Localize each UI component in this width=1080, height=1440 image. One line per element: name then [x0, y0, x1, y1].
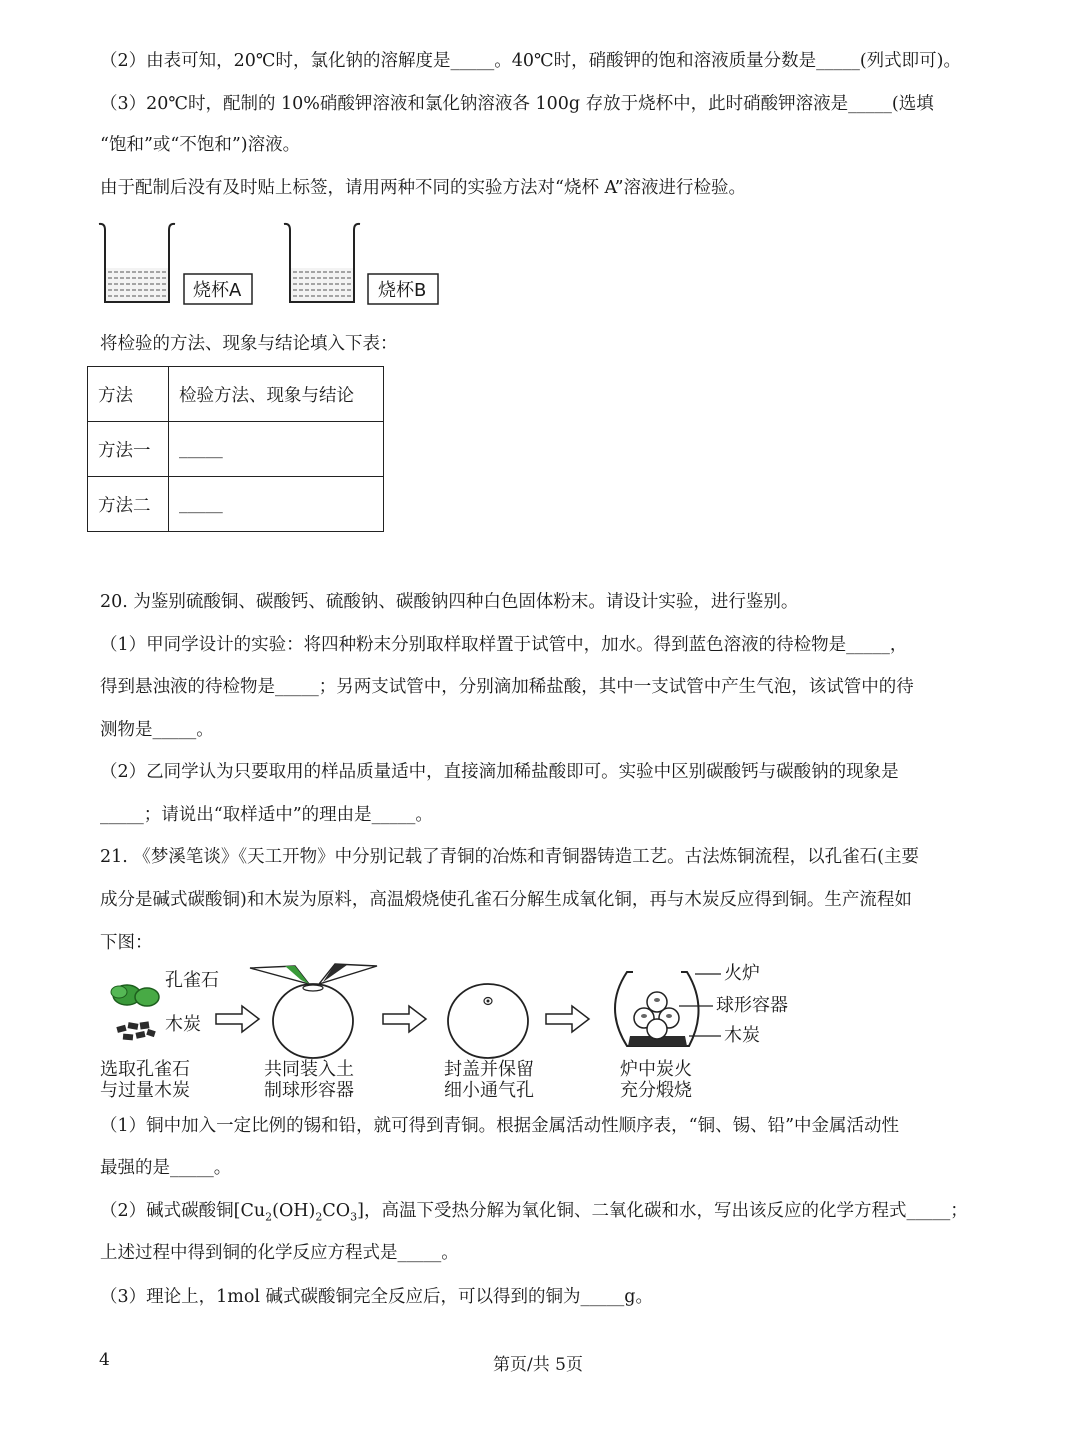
beaker-a-icon [99, 224, 175, 302]
q20-part2-line2: _____；请说出“取样适中”的理由是_____。 [100, 805, 433, 825]
q21-part2-line1: （2）碱式碳酸铜$[Cu_2(OH)_2CO_3]$，高温下受热分解为氧化铜、二氧化碳和水，写出该反应的化学方程式_____； [100, 1201, 968, 1224]
table-row [88, 477, 384, 532]
table-header-cell: 方法 [88, 367, 169, 422]
label-malachite: 孔雀石 [165, 970, 219, 991]
charcoal-icon [116, 1021, 155, 1040]
malachite-icon [111, 985, 159, 1006]
q21-part1-line1: （1）铜中加入一定比例的锡和铅，就可得到青铜。根据金属活动性顺序表，“铜、锡、铅”中金属活动性 [100, 1116, 900, 1136]
q21-title-line2: 成分是碱式碳酸铜)和木炭为原料，高温煅烧使孔雀石分解生成氧化铜，再与木炭反应得到铜。生产流程如 [100, 890, 912, 910]
step2-caption-line2: 制球形容器 [264, 1080, 354, 1101]
table-header-cell: 检验方法、现象与结论 [169, 367, 384, 422]
arrow-right-icon [383, 1006, 426, 1032]
q21-part1-line2: 最强的是_____。 [100, 1158, 232, 1178]
arrow-right-icon [216, 1006, 259, 1032]
q21-title-line1: 21. 《梦溪笔谈》《天工开物》中分别记载了青铜的冶炼和青铜器铸造工艺。古法炼铜流程，以孔雀石(主要 [100, 847, 919, 867]
arrow-right-icon [546, 1006, 589, 1032]
q21-part2-line2: 上述过程中得到铜的化学反应方程式是_____。 [100, 1243, 459, 1263]
q20-part1-line3: 测物是_____。 [100, 720, 214, 740]
furnace-icon [615, 972, 699, 1046]
step4-caption-line1: 炉中炭火 [620, 1059, 692, 1080]
q21-part3: （3）理论上，1mol 碱式碳酸铜完全反应后，可以得到的铜为_____g。 [100, 1287, 654, 1307]
q19-part2: （2）由表可知，20℃时，氯化钠的溶解度是_____。40℃时，硝酸钾的饱和溶液质量分数是_____(列式即可)。 [100, 51, 961, 71]
q20-part1-line1: （1）甲同学设计的实验：将四种粉末分别取样取样置于试管中，加水。得到蓝色溶液的待检物是_____， [100, 635, 908, 655]
q21-title-line3: 下图： [100, 933, 153, 953]
label-spherical-container: 球形容器 [716, 995, 788, 1016]
q19-part3-line2: “饱和”或“不饱和”)溶液。 [100, 135, 301, 155]
answer-blank[interactable]: _____ [169, 477, 384, 532]
label-furnace: 火炉 [724, 963, 760, 984]
q19-table-intro: 将检验的方法、现象与结论填入下表： [100, 334, 398, 354]
q20-part2-line1: （2）乙同学认为只要取用的样品质量适中，直接滴加稀盐酸即可。实验中区别碳酸钙与碳酸钠的现象是 [100, 762, 899, 782]
step3-caption-line1: 封盖并保留 [444, 1059, 534, 1080]
step1-caption-line1: 选取孔雀石 [100, 1059, 190, 1080]
beaker-a-label: 烧杯A [193, 280, 242, 301]
answer-blank[interactable]: _____ [169, 422, 384, 477]
label-charcoal-furnace: 木炭 [724, 1025, 760, 1046]
sealed-sphere-icon [448, 984, 528, 1058]
page-number: 4 [99, 1350, 110, 1370]
label-charcoal: 木炭 [165, 1014, 201, 1035]
step3-caption-line2: 细小通气孔 [444, 1080, 534, 1101]
step1-caption-line2: 与过量木炭 [100, 1080, 190, 1101]
beaker-b-icon [284, 224, 360, 302]
method-table [87, 366, 384, 532]
q19-part3-line1: （3）20℃时，配制的 10%硝酸钾溶液和氯化钠溶液各 100g 存放于烧杯中，此时硝酸钾溶液是_____(选填 [100, 94, 934, 114]
step4-caption-line2: 充分煅烧 [620, 1080, 692, 1101]
page-info: 第页/共 5页 [493, 1355, 583, 1375]
q19-intro: 由于配制后没有及时贴上标签，请用两种不同的实验方法对“烧杯 A”溶液进行检验。 [100, 178, 747, 198]
q20-part1-line2: 得到悬浊液的待检物是_____；另两支试管中，分别滴加稀盐酸，其中一支试管中产生气泡，该试管中的待 [100, 677, 914, 697]
table-cell: 方法二 [88, 477, 169, 532]
q20-title: 20. 为鉴别硫酸铜、碳酸钙、硫酸钠、碳酸钠四种白色固体粉末。请设计实验，进行鉴别。 [100, 592, 799, 612]
beaker-b-label: 烧杯B [378, 280, 427, 301]
clay-sphere-filling-icon [250, 964, 377, 1058]
table-cell: 方法一 [88, 422, 169, 477]
table-row [88, 367, 384, 422]
table-row [88, 422, 384, 477]
step2-caption-line1: 共同装入土 [264, 1059, 354, 1080]
